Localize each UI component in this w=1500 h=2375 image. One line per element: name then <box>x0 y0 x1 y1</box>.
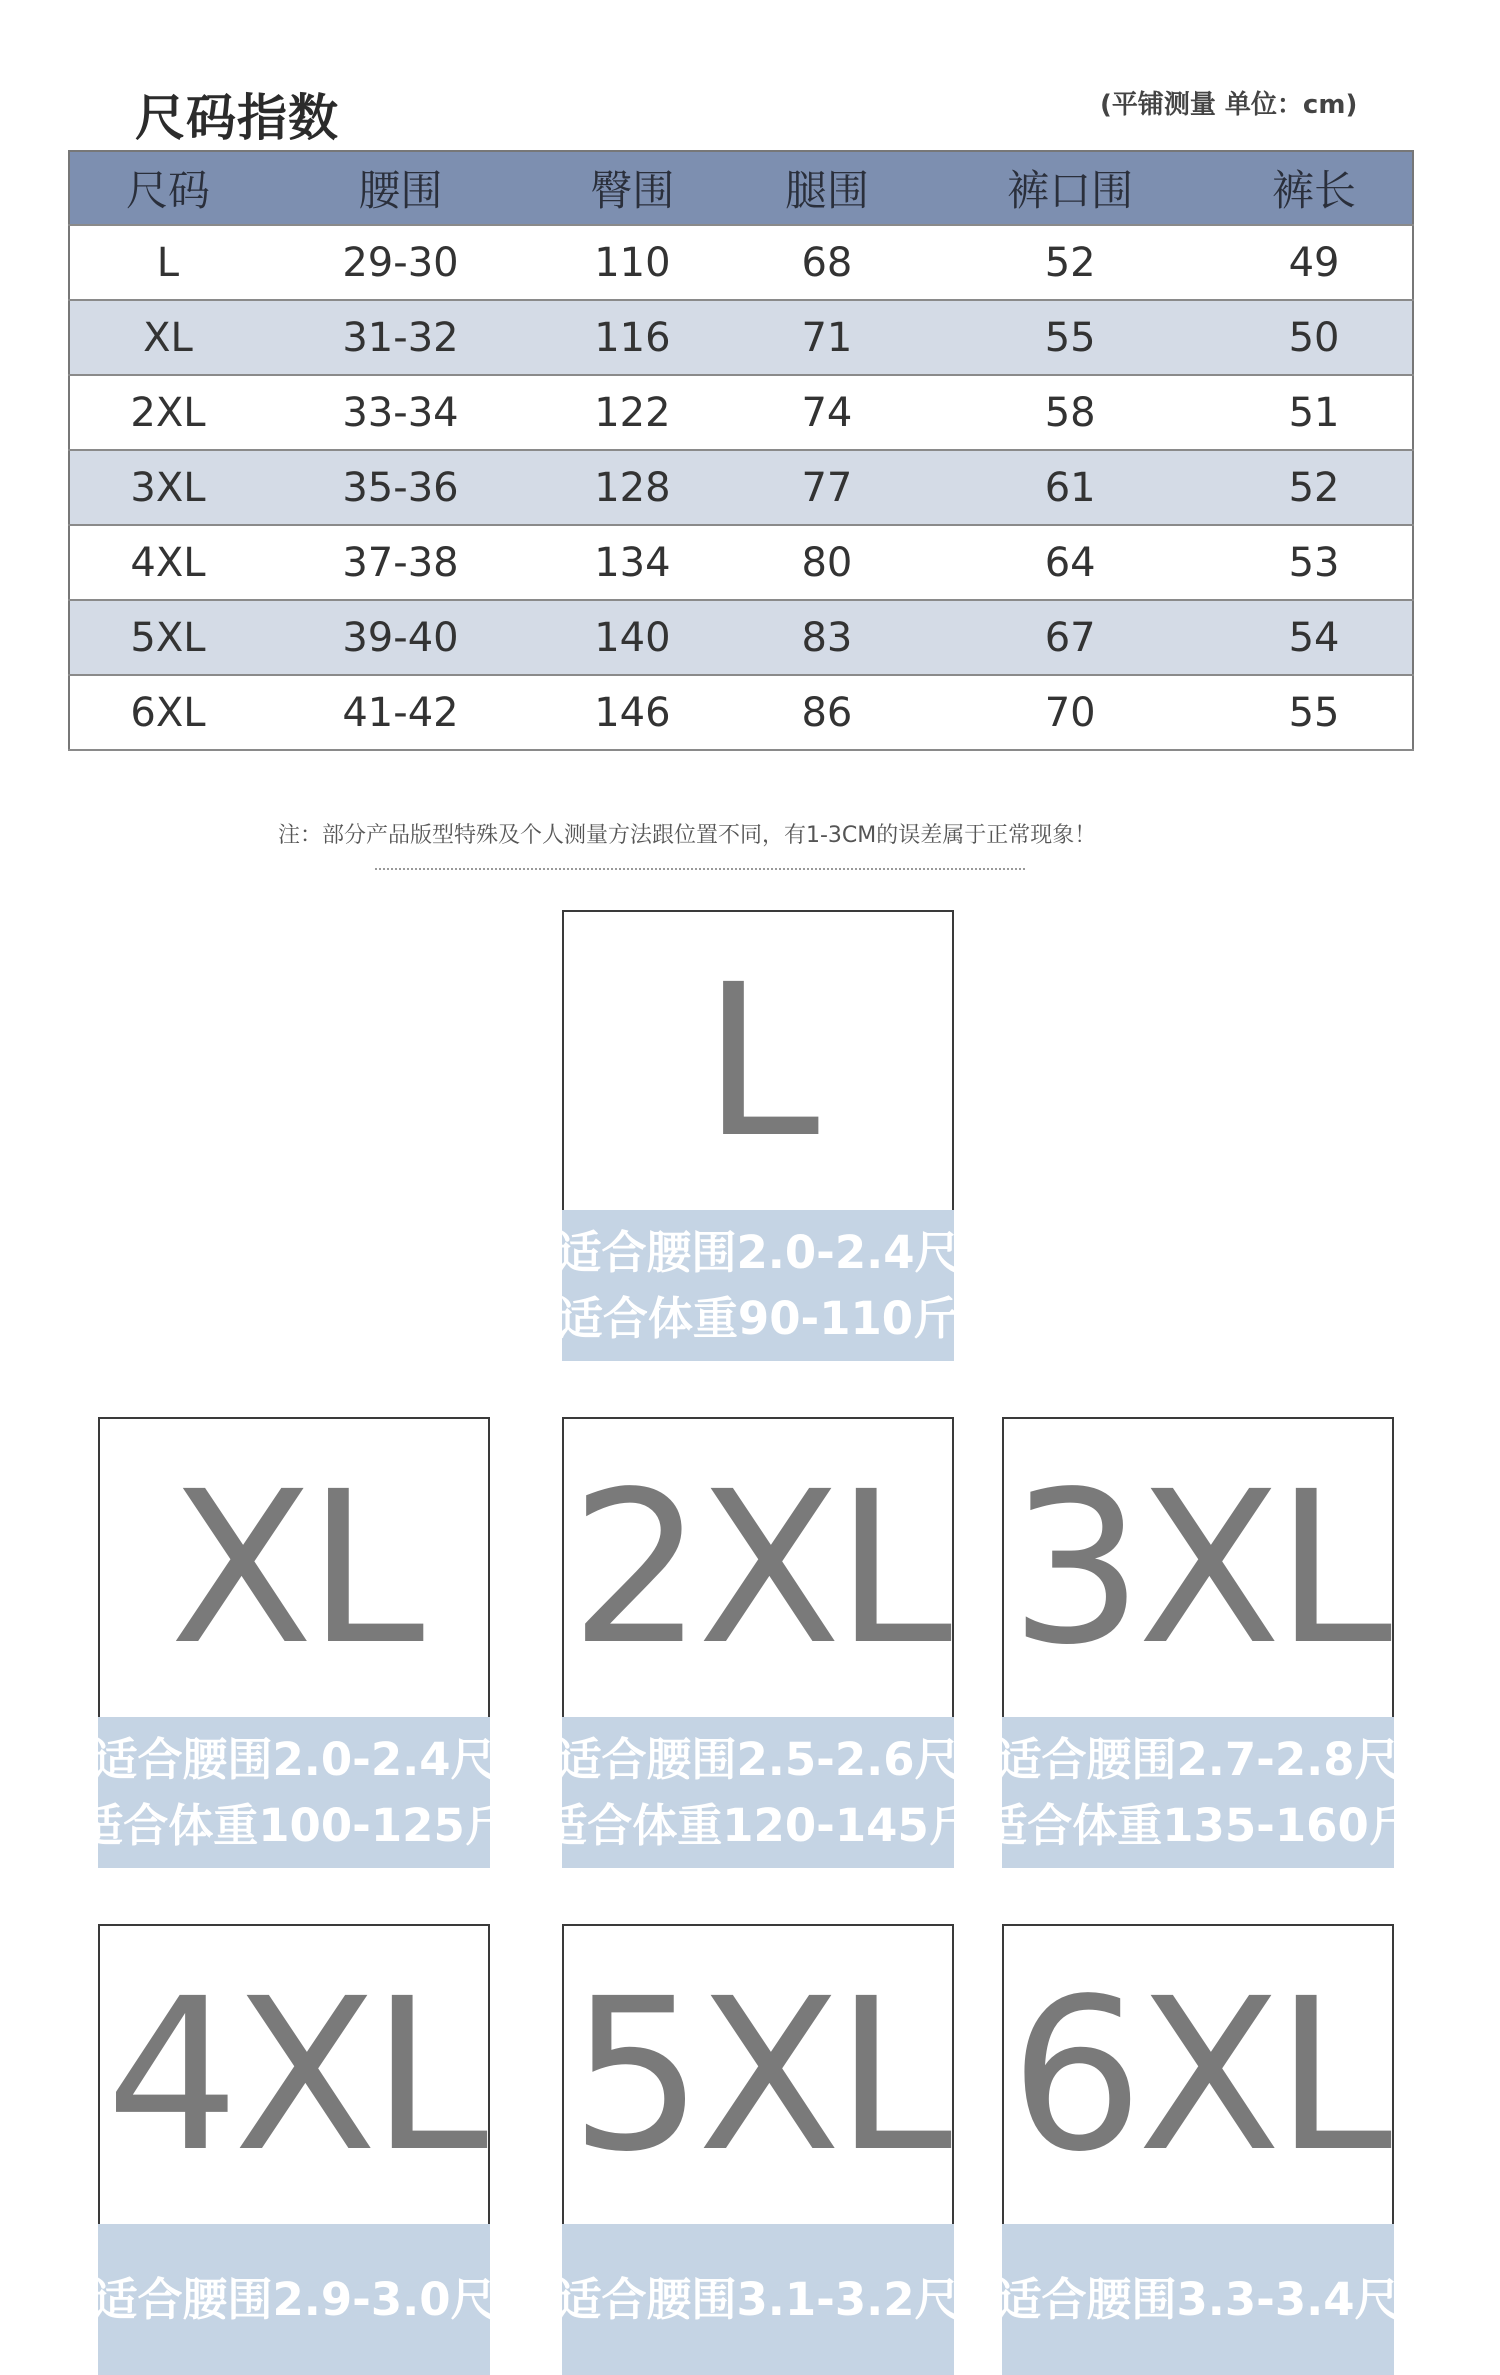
size-label: 2XL <box>569 1446 947 1691</box>
table-cell: 64 <box>924 525 1216 600</box>
table-cell: 83 <box>730 600 925 675</box>
table-cell: 55 <box>924 300 1216 375</box>
size-card-xl <box>78 1417 510 1868</box>
table-cell: 33-34 <box>266 375 535 450</box>
page-title: 尺码指数 <box>135 89 339 147</box>
table-cell: 5XL <box>69 600 266 675</box>
table-cell: 86 <box>730 675 925 750</box>
table-cell: 51 <box>1216 375 1413 450</box>
size-label: 4XL <box>105 1953 483 2198</box>
table-row <box>69 375 1413 450</box>
waist-range: 适合腰围2.9-3.0尺 <box>92 2272 496 2326</box>
size-card-box <box>1002 1924 1394 2226</box>
size-label: 3XL <box>1009 1446 1387 1691</box>
table-cell: 4XL <box>69 525 266 600</box>
waist-range: 适合腰围2.0-2.4尺 <box>92 1732 496 1786</box>
weight-range: 适合体重100-125斤 <box>78 1798 510 1852</box>
table-cell: 128 <box>535 450 730 525</box>
table-cell: 58 <box>924 375 1216 450</box>
unit-note: (平铺测量 单位：cm) <box>1100 90 1358 120</box>
size-card-6xl <box>996 1924 1400 2375</box>
table-cell: 49 <box>1216 225 1413 300</box>
table-cell: XL <box>69 300 266 375</box>
table-header-row <box>69 151 1413 225</box>
column-header: 腿围 <box>730 151 925 225</box>
size-card-l <box>556 910 960 1361</box>
size-card-caption <box>556 2224 960 2375</box>
table-cell: 41-42 <box>266 675 535 750</box>
table-cell: 31-32 <box>266 300 535 375</box>
table-cell: 61 <box>924 450 1216 525</box>
column-header: 腰围 <box>266 151 535 225</box>
size-card-box <box>562 1924 954 2226</box>
table-cell: 39-40 <box>266 600 535 675</box>
measurement-note: 注：部分产品版型特殊及个人测量方法跟位置不同，有1-3CM的误差属于正常现象！ <box>278 823 1097 848</box>
table-row <box>69 225 1413 300</box>
column-header: 臀围 <box>535 151 730 225</box>
size-card-caption <box>92 2224 496 2375</box>
table-cell: 55 <box>1216 675 1413 750</box>
weight-range: 适合体重90-110斤 <box>557 1291 959 1345</box>
table-cell: 116 <box>535 300 730 375</box>
size-card-box <box>562 1417 954 1719</box>
table-cell: 29-30 <box>266 225 535 300</box>
dotted-divider <box>375 868 1025 870</box>
table-row <box>69 300 1413 375</box>
waist-range: 适合腰围2.5-2.6尺 <box>556 1732 960 1786</box>
table-cell: 6XL <box>69 675 266 750</box>
table-cell: 53 <box>1216 525 1413 600</box>
table-cell: 70 <box>924 675 1216 750</box>
table-cell: 140 <box>535 600 730 675</box>
weight-range: 适合体重135-160斤 <box>982 1798 1414 1852</box>
table-cell: L <box>69 225 266 300</box>
size-card-box <box>98 1924 490 2226</box>
column-header: 裤长 <box>1216 151 1413 225</box>
table-cell: 54 <box>1216 600 1413 675</box>
table-cell: 37-38 <box>266 525 535 600</box>
table-cell: 146 <box>535 675 730 750</box>
size-card-caption <box>556 1210 960 1361</box>
table-cell: 122 <box>535 375 730 450</box>
size-label: 5XL <box>569 1953 947 2198</box>
size-card-caption <box>996 2224 1400 2375</box>
size-label: L <box>702 939 814 1184</box>
weight-range: 适合体重120-145斤 <box>542 1798 974 1852</box>
table-cell: 35-36 <box>266 450 535 525</box>
size-card-4xl <box>92 1924 496 2375</box>
waist-range: 适合腰围3.3-3.4尺 <box>996 2272 1400 2326</box>
size-card-2xl <box>542 1417 974 1868</box>
table-row <box>69 600 1413 675</box>
waist-range: 适合腰围2.0-2.4尺 <box>556 1225 960 1279</box>
table-cell: 68 <box>730 225 925 300</box>
table-row <box>69 675 1413 750</box>
table-cell: 77 <box>730 450 925 525</box>
table-cell: 74 <box>730 375 925 450</box>
waist-range: 适合腰围2.7-2.8尺 <box>996 1732 1400 1786</box>
table-row <box>69 525 1413 600</box>
table-cell: 3XL <box>69 450 266 525</box>
waist-range: 适合腰围3.1-3.2尺 <box>556 2272 960 2326</box>
size-label: 6XL <box>1009 1953 1387 2198</box>
size-card-box <box>98 1417 490 1719</box>
size-label: XL <box>169 1446 419 1691</box>
size-card-box <box>562 910 954 1212</box>
table-cell: 67 <box>924 600 1216 675</box>
table-cell: 80 <box>730 525 925 600</box>
size-card-box <box>1002 1417 1394 1719</box>
size-card-caption <box>982 1717 1414 1868</box>
table-cell: 50 <box>1216 300 1413 375</box>
table-cell: 52 <box>1216 450 1413 525</box>
table-cell: 110 <box>535 225 730 300</box>
table-cell: 52 <box>924 225 1216 300</box>
table-cell: 134 <box>535 525 730 600</box>
table-cell: 2XL <box>69 375 266 450</box>
table-row <box>69 450 1413 525</box>
size-card-caption <box>542 1717 974 1868</box>
size-table <box>68 150 1414 751</box>
size-card-5xl <box>556 1924 960 2375</box>
size-card-3xl <box>982 1417 1414 1868</box>
table-cell: 71 <box>730 300 925 375</box>
size-card-caption <box>78 1717 510 1868</box>
column-header: 裤口围 <box>924 151 1216 225</box>
column-header: 尺码 <box>69 151 266 225</box>
